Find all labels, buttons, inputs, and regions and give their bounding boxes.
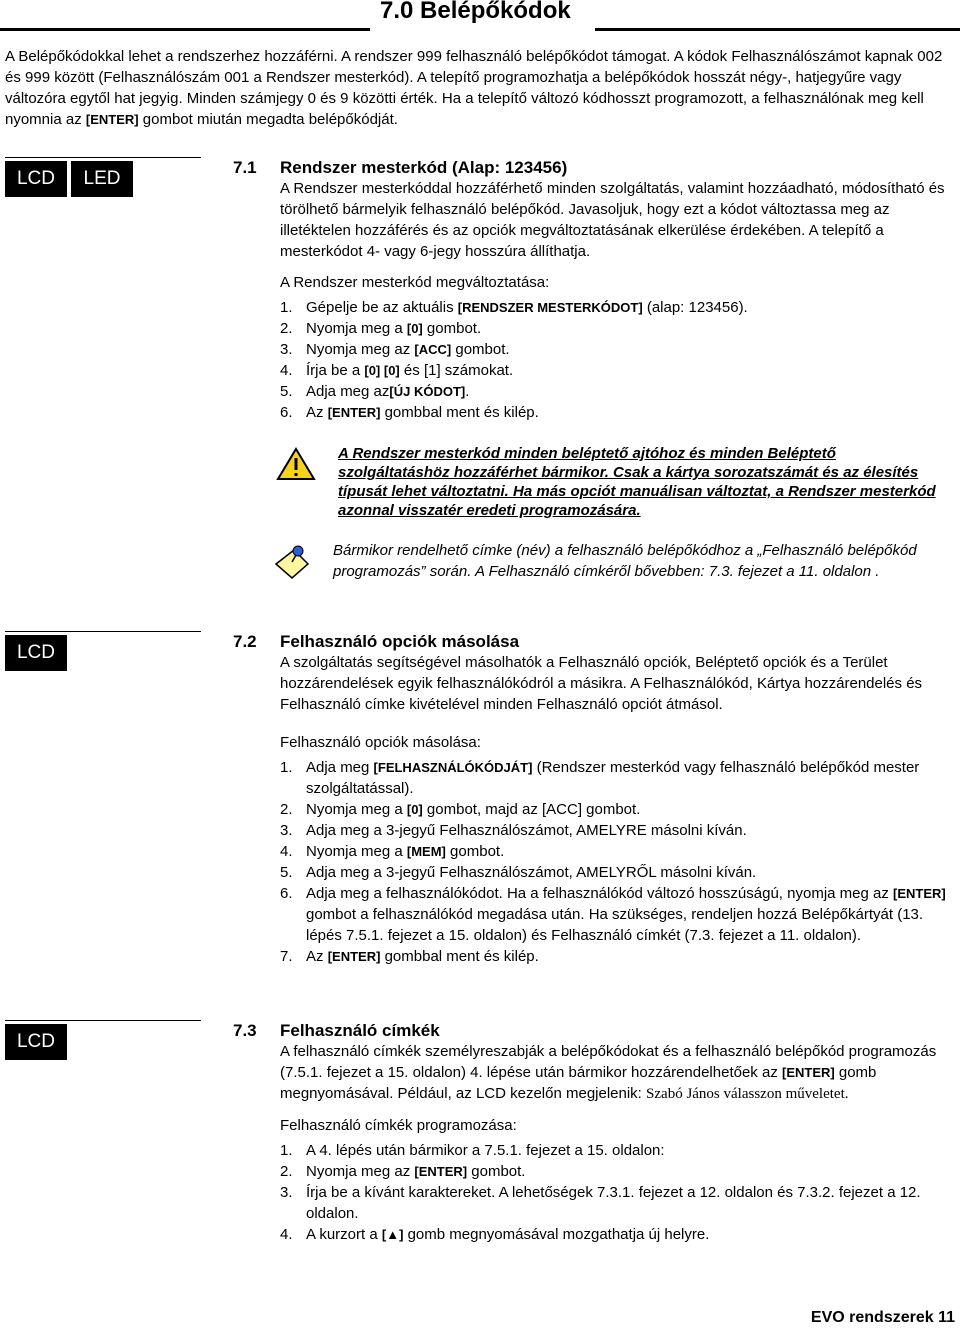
step-key: [ENTER] [414, 1164, 468, 1179]
step-text [306, 1161, 525, 1182]
step-text-b: . [465, 383, 470, 400]
section-heading [233, 157, 955, 178]
step-number: 7. [280, 948, 293, 965]
warning-text: A Rendszer mesterkód minden beléptető ajtóhoz és minden Beléptető szolgáltatáshöz hozzáférhet bármikor. Csak a kártya sorozatszámát és az élesítés típusát lehet változtatni. Ha más opciót manuálisan változtat, a Rendszer mesterkód azonnal visszatér eredeti programozására. [338, 445, 936, 519]
step-number: 6. [280, 885, 293, 902]
step-text [306, 1224, 709, 1245]
section-heading [233, 631, 955, 652]
step-text-b: gombot. [451, 341, 510, 358]
intro-key: [ENTER] [85, 112, 139, 127]
step-number: 1. [280, 299, 293, 316]
section-title: Rendszer mesterkód (Alap: 123456) [280, 158, 568, 177]
step-item [280, 820, 955, 841]
title-rule-right [595, 28, 960, 31]
step-item [280, 1224, 955, 1245]
step-text-a: A kurzort a [306, 1226, 382, 1243]
step-item [280, 1182, 955, 1224]
step-item [280, 318, 955, 339]
step-key: [0] [406, 321, 423, 336]
step-number: 3. [280, 822, 293, 839]
step-text-b: gombbal ment és kilép. [380, 404, 539, 421]
step-text-a: Adja meg az [306, 383, 390, 400]
step-item [280, 946, 955, 967]
step-number: 4. [280, 843, 293, 860]
step-key: [ENTER] [893, 886, 946, 901]
step-item [280, 381, 955, 402]
section-subhead: Felhasználó opciók másolása: [280, 734, 481, 751]
step-number: 3. [280, 341, 293, 358]
warning-icon [276, 446, 316, 482]
step-text-b: gombot, majd az [ACC] gombot. [422, 801, 641, 818]
step-number: 3. [280, 1184, 293, 1201]
step-key: [RENDSZER MESTERKÓDOT] [457, 300, 643, 315]
step-text-a: Adja meg a felhasználókódot. Ha a felhasználókód változó hosszúságú, nyomja meg az [306, 885, 894, 902]
step-text-a: Írja be a [306, 362, 365, 379]
section-title: Felhasználó címkék [280, 1021, 440, 1040]
section-7-3 [233, 1020, 955, 1245]
step-number: 1. [280, 1142, 293, 1159]
step-text-a: Nyomja meg a [306, 320, 407, 337]
section-heading [233, 1020, 955, 1041]
step-text-a: Az [306, 404, 328, 421]
step-key: [ÚJ KÓDOT] [389, 384, 466, 399]
step-list [280, 1140, 955, 1245]
step-text [306, 946, 539, 967]
step-text [306, 339, 510, 360]
section-7-1 [233, 157, 955, 423]
note-icon [272, 542, 312, 582]
lcd-badge: LCD [5, 161, 67, 197]
step-text-b: (alap: 123456). [642, 299, 748, 316]
step-key: [FELHASZNÁLÓKÓDJÁT] [373, 760, 533, 775]
step-item [280, 297, 955, 318]
section-number: 7.1 [233, 158, 257, 177]
step-list [280, 297, 955, 423]
lcd-badge: LCD [5, 1024, 67, 1060]
step-text [306, 402, 539, 423]
step-text-a: Gépelje be az aktuális [306, 299, 458, 316]
section-7-2 [233, 631, 955, 967]
step-text [306, 318, 481, 339]
step-number: 1. [280, 759, 293, 776]
step-key: [ACC] [414, 342, 452, 357]
step-key: [0] [406, 802, 423, 817]
section-subhead: Felhasználó címkék programozása: [280, 1117, 517, 1134]
step-text [306, 1182, 955, 1224]
step-item [280, 402, 955, 423]
lcd-display-example: Szabó János válasszon műveletet. [646, 1086, 849, 1102]
section-paragraph: A Rendszer mesterkóddal hozzáférhető minden szolgáltatás, valamint hozzáadható, módosítható és törölhető bármelyik felhasználó belépőkód. Javasoljuk, hogy ezt a kódot változtassa meg az illetéktelen hozzáférés és az opciók megváltoztatásának elkerülése érdekében. A telepítő a mesterkódot 4- vagy 6-jegy hosszúra állíthatja. [280, 180, 945, 260]
section-number: 7.2 [233, 632, 257, 651]
step-text [306, 862, 756, 883]
step-number: 5. [280, 864, 293, 881]
step-item [280, 883, 955, 946]
page-footer: EVO rendszerek 11 [810, 1309, 955, 1326]
step-number: 6. [280, 404, 293, 421]
step-item [280, 841, 955, 862]
step-text [306, 841, 504, 862]
step-key: [0] [0] [364, 363, 400, 378]
step-key: [MEM] [406, 844, 446, 859]
step-text-a: Nyomja meg az [306, 1163, 415, 1180]
badge-rule [5, 631, 201, 632]
step-text [306, 883, 955, 946]
step-item [280, 1140, 955, 1161]
step-item [280, 360, 955, 381]
step-key: [▲] [381, 1227, 404, 1242]
section-subhead: A Rendszer mesterkód megváltoztatása: [280, 274, 550, 291]
step-text-a: Adja meg a 3-jegyű Felhasználószámot, AMELYRE másolni kíván. [306, 822, 747, 839]
step-text-a: Nyomja meg az [306, 341, 415, 358]
step-text [306, 1140, 665, 1161]
step-text [306, 799, 640, 820]
section-title: Felhasználó opciók másolása [280, 632, 520, 651]
intro-text: A Belépőkódokkal lehet a rendszerhez hozzáférni. A rendszer 999 felhasználó belépőkódot támogat. A kódok Felhasználószámot kapnak 002 és 999 között (Felhasználószám 001 a Rendszer mesterkód). A telepítő programozhatja a belépőkódok hosszát négy-, hatjegyűre vagy változóra egytől hat jegyig. Minden számjegy 0 és 9 közötti érték. Ha a telepítő változó kódhosszt programozott, a felhasználónak meg kell nyomnia az [5, 48, 943, 128]
page-title-bar [0, 0, 960, 30]
step-text-b: és [1] számokat. [399, 362, 514, 379]
step-text [306, 820, 747, 841]
step-list [280, 757, 955, 967]
intro-text-end: gombot miután megadta belépőkódját. [138, 111, 398, 128]
led-badge: LED [71, 161, 133, 197]
step-text-a: Az [306, 948, 328, 965]
step-number: 2. [280, 801, 293, 818]
step-number: 2. [280, 1163, 293, 1180]
step-text-b: gombot a felhasználókód megadása után. Ha szükséges, rendeljen hozzá Belépőkártyát (13. lépés 7.5.1. fejezet a 15. oldalon) és Felhasználó címkét (7.3. fejezet a 11. oldalon). [306, 906, 924, 944]
step-key: [ENTER] [327, 405, 381, 420]
note-text: Bármikor rendelhető címke (név) a felhasználó belépőkódhoz a „Felhasználó belépőkód programozás” során. A Felhasználó címkéről bővebben: 7.3. fejezet a 11. oldalon . [333, 542, 917, 580]
section-paragraph: A szolgáltatás segítségével másolhatók a Felhasználó opciók, Beléptető opciók és a Terület hozzárendelések egyik felhasználókódról a másikra. A Felhasználókód, Kártya hozzárendelés és Felhasználó címke kivételével minden Felhasználó opciót átmásol. [280, 654, 923, 713]
step-text-b: gombot. [422, 320, 482, 337]
badge-rule [5, 157, 201, 158]
step-key: [ENTER] [327, 949, 381, 964]
step-text [306, 297, 748, 318]
step-text-a: Írja be a kívánt karaktereket. A lehetőségek 7.3.1. fejezet a 12. oldalon és 7.3.2. fejezet a 12. oldalon. [306, 1184, 921, 1222]
step-number: 2. [280, 320, 293, 337]
step-item [280, 1161, 955, 1182]
step-text-b: gombbal ment és kilép. [380, 948, 539, 965]
step-item [280, 862, 955, 883]
title-rule-left [0, 28, 370, 31]
step-item [280, 757, 955, 799]
step-text-a: A 4. lépés után bármikor a 7.5.1. fejezet a 15. oldalon: [306, 1142, 665, 1159]
badge-rule [5, 1020, 201, 1021]
step-text-b: gomb megnyomásával mozgathatja új helyre. [403, 1226, 710, 1243]
step-text-a: Nyomja meg a [306, 843, 407, 860]
step-text-a: Adja meg a 3-jegyű Felhasználószámot, AMELYRŐL másolni kíván. [306, 864, 757, 881]
para-key: [ENTER] [781, 1065, 835, 1080]
step-item [280, 339, 955, 360]
step-text-a: Adja meg [306, 759, 374, 776]
step-item [280, 799, 955, 820]
step-text-b: gombot. [445, 843, 505, 860]
step-text [306, 757, 955, 799]
page-title: 7.0 Belépőkódok [380, 0, 571, 24]
lcd-badge: LCD [5, 635, 67, 671]
intro-paragraph [5, 46, 955, 130]
step-text-b: gombot. [467, 1163, 526, 1180]
step-text [306, 360, 513, 381]
step-text-b: (Rendszer mesterkód vagy felhasználó belépőkód mester szolgáltatással). [306, 759, 920, 797]
step-number: 5. [280, 383, 293, 400]
step-text [306, 381, 469, 402]
step-number: 4. [280, 1226, 293, 1243]
section-number: 7.3 [233, 1021, 257, 1040]
step-text-a: Nyomja meg a [306, 801, 407, 818]
step-number: 4. [280, 362, 293, 379]
para-text: A felhasználó címkék személyreszabják a belépőkódokat és a felhasználó belépőkód programozás (7.5.1. fejezet a 15. oldalon) 4. lépése után bármikor hozzárendelhetőek az [280, 1043, 937, 1081]
para-text-2: gomb megnyomásával. Például, az LCD kezelőn megjelenik: [280, 1064, 877, 1102]
section-paragraph [280, 1041, 955, 1105]
